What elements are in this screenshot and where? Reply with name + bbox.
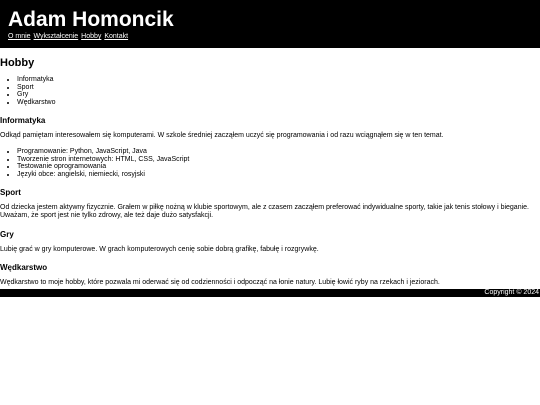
wedkarstwo-text: Wędkarstwo to moje hobby, które pozwala mi oderwać się od codzienności i odpocząć na łonie natury. Lubię łowić ryby na rzekach i jeziorach. (0, 279, 440, 287)
list-item: • Sport (17, 84, 540, 92)
site-header (0, 0, 540, 48)
list-item: • Gry (17, 91, 540, 99)
sport-text: Od dziecka jestem aktywny fizycznie. Grałem w piłkę nożną w klubie sportowym, ale z czasem zacząłem preferować indywidualne sporty, takie jak tenis stołowy i bieganie. Uważam, że sport jest nie tylko zdrowy, ale też daje dużo satysfakcji. (0, 204, 529, 219)
list-item: • Programowanie: Python, JavaScript, Java (17, 148, 540, 156)
list-item: • Języki obce: angielski, niemiecki, rosyjski (17, 171, 540, 179)
main-nav (8, 32, 532, 42)
site-title: Adam Homoncik (8, 8, 174, 31)
skills-list (0, 148, 540, 178)
nav-link-kontakt[interactable]: Kontakt (104, 33, 129, 40)
list-item: • Testowanie oprogramowania (17, 163, 540, 171)
nav-link-o-mnie[interactable]: O mnie (8, 33, 31, 40)
main-content (0, 57, 540, 287)
list-item: • Wędkarstwo (17, 99, 540, 107)
list-item: • Tworzenie stron internetowych: HTML, CSS, JavaScript (17, 156, 540, 164)
sport-title: Sport (0, 188, 21, 198)
nav-link-hobby[interactable]: Hobby (81, 33, 102, 40)
nav-link-wyksztalcenie[interactable]: Wykształcenie (33, 33, 79, 40)
wedkarstwo-title: Wędkarstwo (0, 263, 48, 273)
site-footer (0, 289, 540, 297)
hobby-list (0, 76, 540, 106)
gry-title: Gry (0, 229, 14, 239)
gry-text: Lubię grać w gry komputerowe. W grach komputerowych cenię sobie dobrą grafikę, fabułę i rozgrywkę. (0, 245, 319, 253)
informatyka-text: Odkąd pamiętam interesowałem się komputerami. W szkole średniej zacząłem uczyć się programowania i od razu wciągnąłem się w ten temat. (0, 132, 444, 140)
informatyka-title: Informatyka (0, 116, 46, 126)
list-item: • Informatyka (17, 76, 540, 84)
hobby-title: Hobby (0, 57, 35, 69)
copyright-text: Copyright © 2024 (484, 289, 539, 296)
